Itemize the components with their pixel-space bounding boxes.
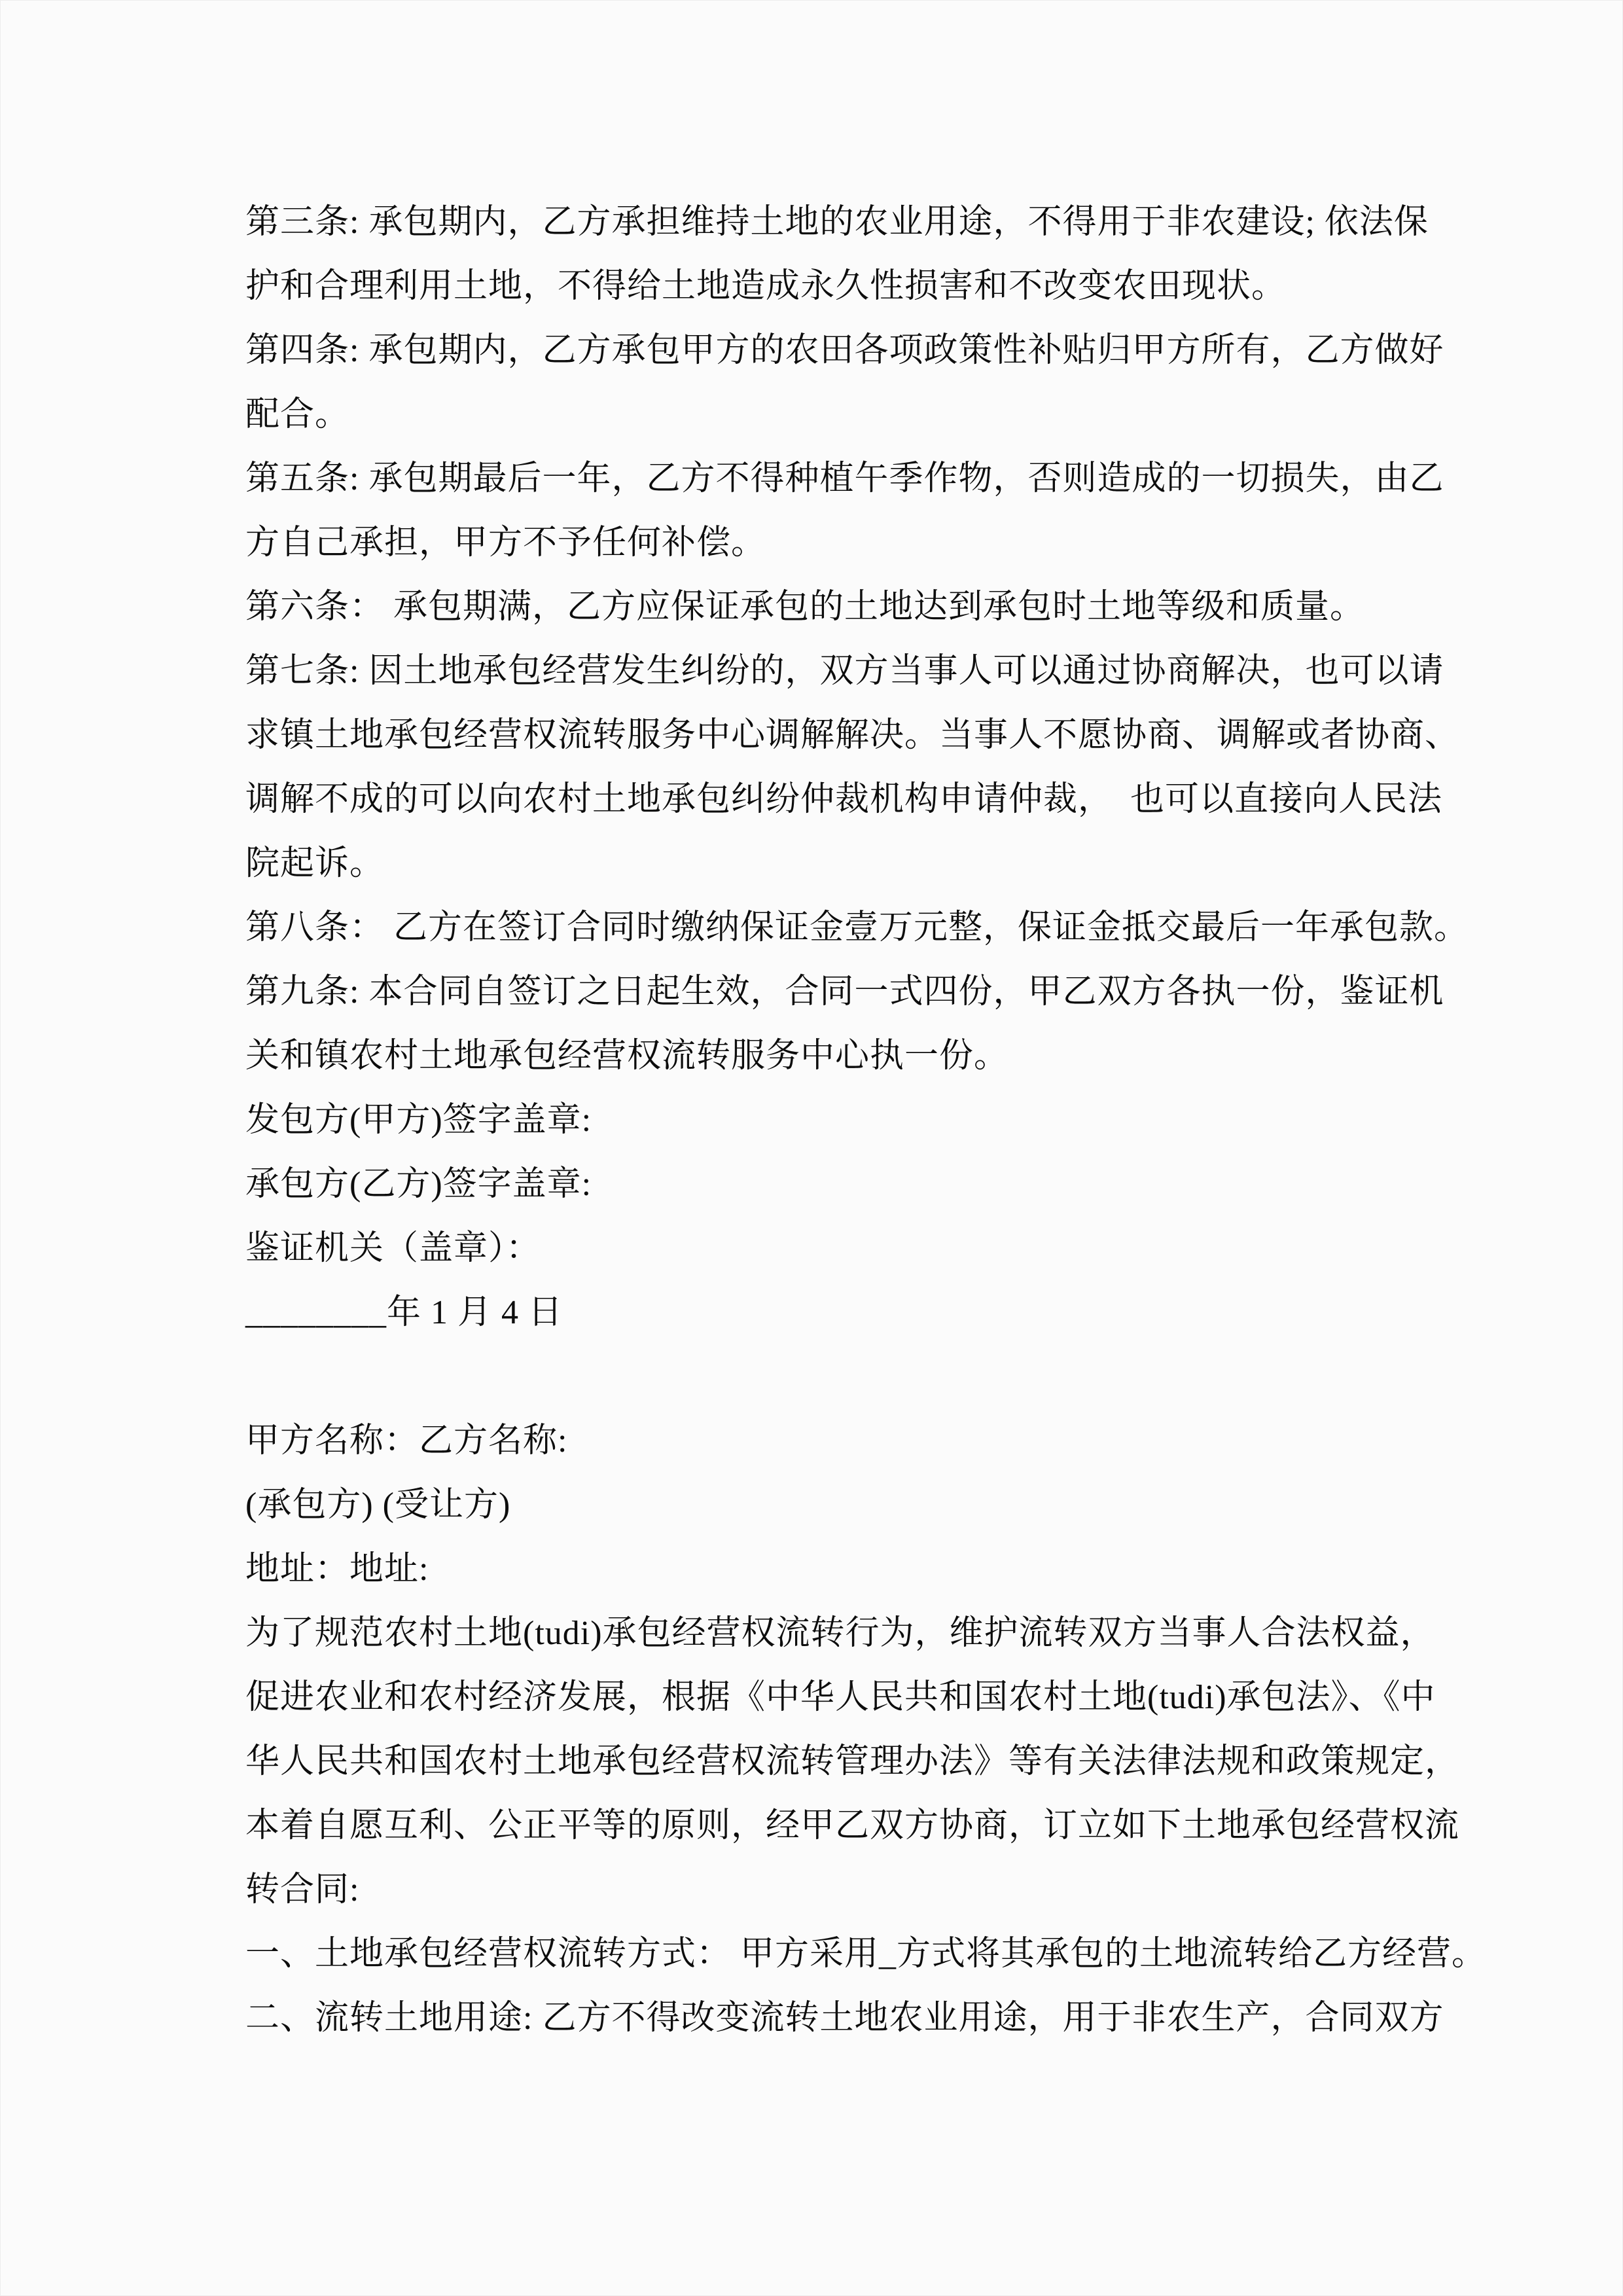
text-line: ________年 1 月 4 日 — [245, 1294, 563, 1331]
text-line: 发包方(甲方)签字盖章: — [245, 1102, 592, 1139]
text-line: 一、土地承包经营权流转方式： 甲方采用_方式将其承包的土地流转给乙方经营。 — [245, 1935, 1487, 1973]
text-line: 本着自愿互利、公正平等的原则，经甲乙双方协商，订立如下土地承包经营权流 — [245, 1807, 1460, 1844]
text-line: 转合同: — [245, 1871, 360, 1909]
text-line: 第五条: 承包期最后一年，乙方不得种植午季作物，否则造成的一切损失，由乙 — [245, 460, 1444, 497]
text-line: 鉴证机关（盖章）： — [245, 1230, 541, 1267]
text-line: 护和合理利用土地，不得给土地造成永久性损害和不改变农田现状。 — [245, 268, 1287, 305]
text-line: 第四条: 承包期内，乙方承包甲方的农田各项政策性补贴归甲方所有，乙方做好 — [245, 332, 1444, 369]
text-line: 第九条: 本合同自签订之日起生效，合同一式四份，甲乙双方各执一份，鉴证机 — [245, 973, 1444, 1011]
text-line: 甲方名称：乙方名称: — [245, 1422, 568, 1460]
text-line: 第三条: 承包期内，乙方承担维持土地的农业用途，不得用于非农建设; 依法保 — [245, 204, 1429, 241]
contract-text — [245, 190, 1487, 2051]
text-line: 第七条: 因土地承包经营发生纠纷的，双方当事人可以通过协商解决，也可以请 — [245, 653, 1444, 690]
text-line: 为了规范农村土地(tudi)承包经营权流转行为，维护流转双方当事人合法权益， — [245, 1615, 1435, 1652]
transfer-contract-intro — [245, 1409, 1487, 2051]
text-line: 调解不成的可以向农村土地承包纠纷仲裁机构申请仲裁， 也可以直接向人民法 — [245, 781, 1443, 818]
text-line: 二、流转土地用途: 乙方不得改变流转土地农业用途，用于非农生产，合同双方 — [245, 2000, 1444, 2037]
text-line: 承包方(乙方)签字盖章: — [245, 1166, 592, 1203]
text-line: 关和镇农村土地承包经营权流转服务中心执一份。 — [245, 1037, 1009, 1075]
text-line: 地址：地址: — [245, 1551, 429, 1588]
text-line: 促进农业和农村经济发展，根据《中华人民共和国农村土地(tudi)承包法》、《中 — [245, 1679, 1436, 1716]
blank-line — [245, 1345, 1463, 1409]
text-line: (承包方) (受让方) — [245, 1486, 511, 1524]
text-line: 配合。 — [245, 396, 350, 433]
text-line: 院起诉。 — [245, 845, 385, 882]
contract-clauses-and-signatures — [245, 190, 1469, 1345]
text-line: 第六条： 承包期满，乙方应保证承包的土地达到承包时土地等级和质量。 — [245, 588, 1365, 626]
text-line: 求镇土地承包经营权流转服务中心调解解决。当事人不愿协商、调解或者协商、 — [245, 717, 1460, 754]
text-line: 方自己承担，甲方不予任何补偿。 — [245, 524, 766, 562]
text-line: 第八条： 乙方在签订合同时缴纳保证金壹万元整，保证金抵交最后一年承包款。 — [245, 909, 1469, 946]
text-line: 华人民共和国农村土地承包经营权流转管理办法》等有关法律法规和政策规定， — [245, 1743, 1460, 1780]
